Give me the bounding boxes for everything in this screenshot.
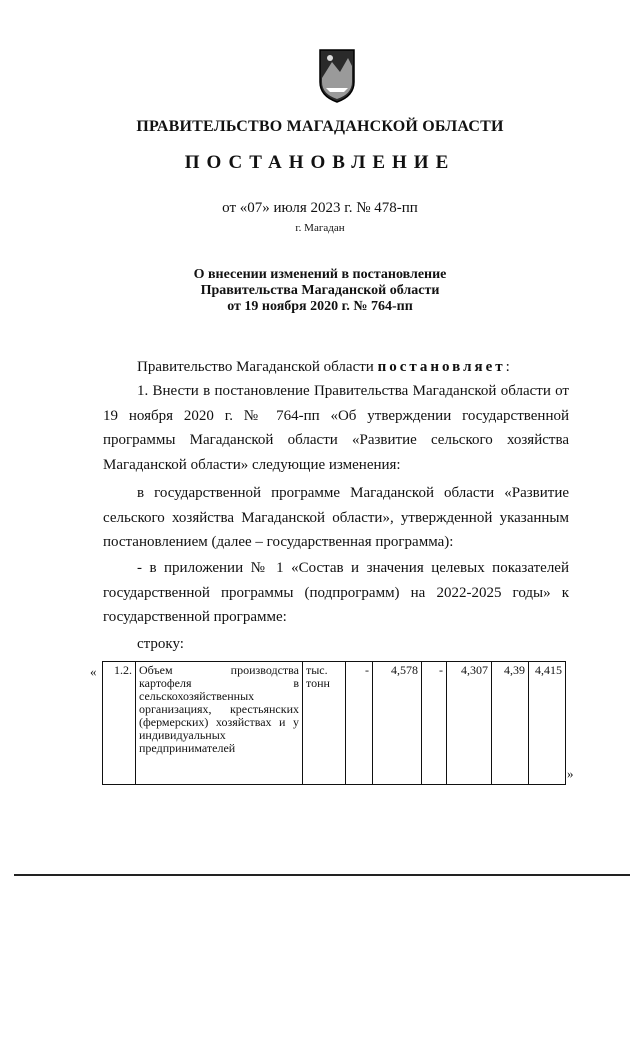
preamble-paragraph — [103, 355, 569, 380]
subject-line: О внесении изменений в постановление — [193, 267, 447, 282]
quote-close-mark: » — [567, 766, 574, 781]
subject-line: от 19 ноября 2020 г. № 764-пп — [227, 299, 413, 314]
clause-1-paragraph — [103, 379, 569, 477]
subject-line: Правительства Магаданской области — [200, 283, 440, 298]
table-row — [103, 662, 566, 785]
value-cell: 4,578 — [373, 662, 422, 785]
row-name-cell: Объем производства картофеля в сельскохозяйственных организациях, крестьянских (фермерских) хозяйствах и у индивидуальных предпринимателей — [136, 662, 303, 785]
document-subject — [0, 267, 640, 315]
value-cell: - — [346, 662, 373, 785]
coat-of-arms-icon — [318, 48, 356, 104]
document-type: ПОСТАНОВЛЕНИЕ — [184, 152, 456, 173]
value-cell: 4,307 — [447, 662, 492, 785]
document-city: г. Магадан — [295, 222, 345, 234]
clause-1-text: 1. Внести в постановление Правительства Магаданской области от 19 ноября 2020 г. № 764-пп «Об утверждении государственной программы Магаданской области «Развитие сельского хозяйства Магаданской области» следующие изменения: — [103, 383, 569, 473]
program-paragraph — [103, 481, 569, 555]
appendix-paragraph — [103, 556, 569, 630]
appendix-text: - в приложении № 1 «Состав и значения целевых показателей государственной программы (подпрограмм) на 2022-2025 годы» к государственной программе: — [103, 560, 569, 625]
page-divider — [14, 874, 630, 876]
value-cell: 4,415 — [529, 662, 566, 785]
preamble-colon: : — [505, 359, 510, 375]
quote-open-mark: « — [90, 664, 97, 679]
value-cell: - — [422, 662, 447, 785]
indicator-table — [102, 661, 566, 785]
row-intro-paragraph — [103, 632, 569, 657]
organization-title: ПРАВИТЕЛЬСТВО МАГАДАНСКОЙ ОБЛАСТИ — [136, 118, 504, 135]
row-number-cell: 1.2. — [103, 662, 136, 785]
row-unit-cell: тыс. тонн — [303, 662, 346, 785]
row-intro-text: строку: — [137, 636, 184, 652]
value-cell: 4,39 — [492, 662, 529, 785]
program-text: в государственной программе Магаданской области «Развитие сельского хозяйства Магаданской области», утвержденной указанным постановлением (далее – государственная программа): — [103, 485, 569, 550]
document-date-number: от «07» июля 2023 г. № 478-пп — [222, 200, 418, 216]
preamble-emphasis: постановляет — [377, 359, 506, 375]
preamble-text: Правительство Магаданской области — [137, 359, 374, 375]
